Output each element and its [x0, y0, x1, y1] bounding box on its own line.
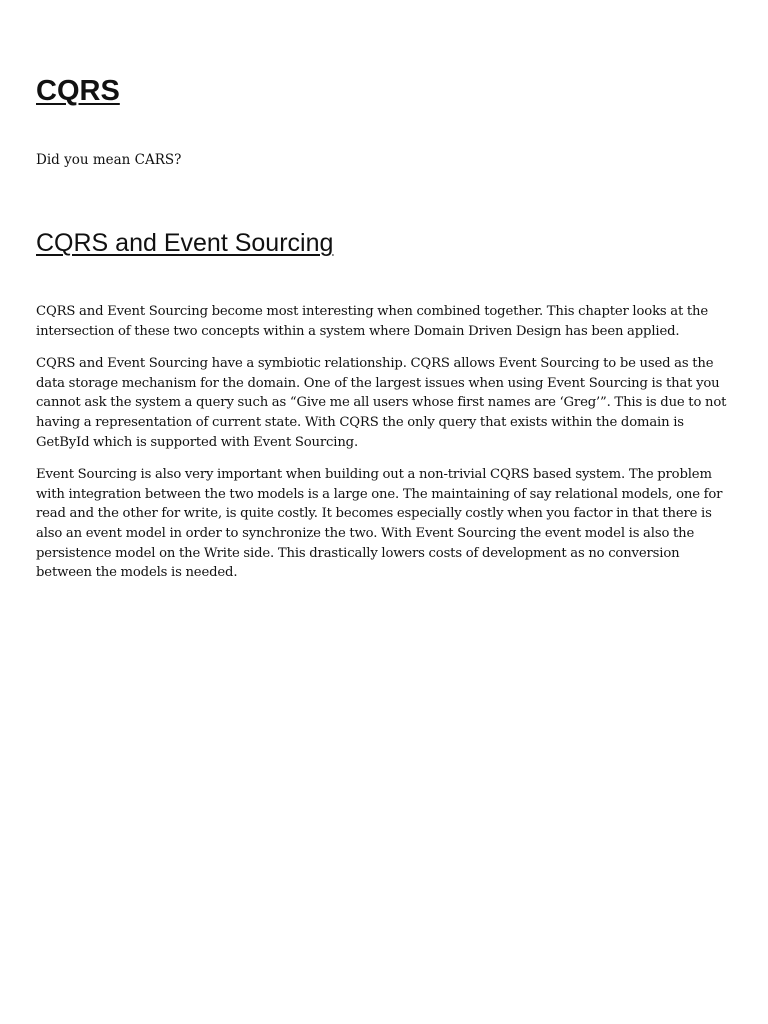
page-title: CQRS [36, 75, 120, 107]
paragraph-intro: CQRS and Event Sourcing become most interesting when combined together. This chapter looks at the intersection of these two concepts within a system where Domain Driven Design has been applied. [36, 304, 709, 339]
spelling-suggestion: Did you mean CARS? [36, 152, 182, 168]
paragraph-symbiotic-relationship: CQRS and Event Sourcing have a symbiotic relationship. CQRS allows Event Sourcing to be used as the data storage mechanism for the domain. One of the largest issues when using Event Sourcing is that you cannot ask the system a query such as “Give me all users whose first names are ‘Greg’”. This is due to not having a representation of current state. With CQRS the only query that exists within the domain is GetById which is supported with Event Sourcing. [36, 356, 727, 450]
section-heading: CQRS and Event Sourcing [36, 229, 334, 257]
section-body [36, 302, 732, 596]
paragraph-event-sourcing-importance: Event Sourcing is also very important when building out a non-trivial CQRS based system. The problem with integration between the two models is a large one. The maintaining of say relational models, one for read and the other for write, is quite costly. It becomes especially costly when you factor in that there is also an event model in order to synchronize the two. With Event Sourcing the event model is also the persistence model on the Write side. This drastically lowers costs of development as no conversion between the models is needed. [36, 467, 723, 581]
